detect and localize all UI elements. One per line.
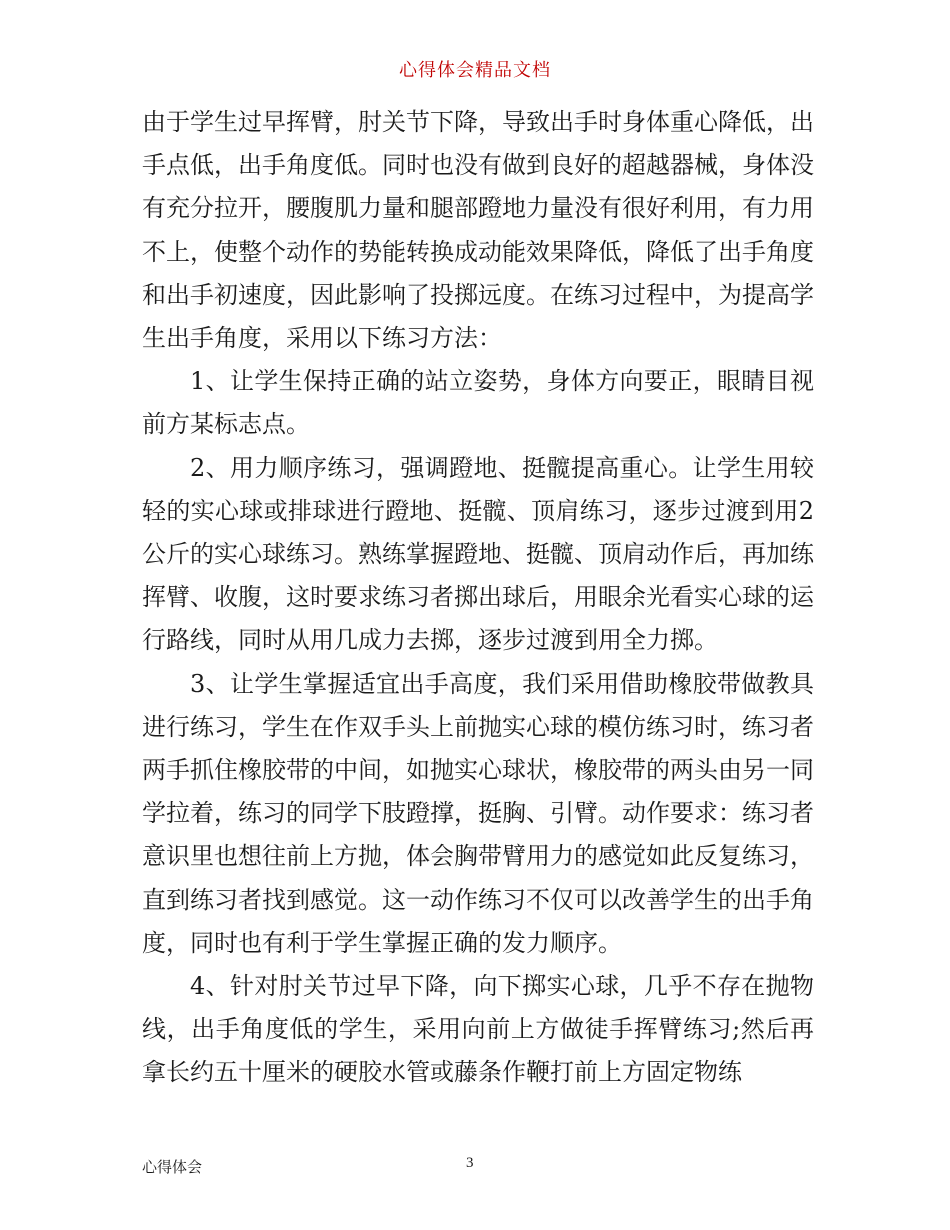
page-header-title: 心得体会精品文档 xyxy=(399,60,551,81)
paragraph-2: 1、让学生保持正确的站立姿势，身体方向要正，眼睛目视前方某标志点。 xyxy=(142,367,814,439)
page-number: 3 xyxy=(466,1155,474,1171)
paragraph-5: 4、针对肘关节过早下降，向下掷实心球，几乎不存在抛物线，出手角度低的学生，采用向前上方做徒手挥臂练习;然后再拿长约五十厘米的硬胶水管或藤条作鞭打前上方固定物练 xyxy=(142,972,814,1087)
document-body xyxy=(142,101,814,1095)
paragraph-1: 由于学生过早挥臂，肘关节下降，导致出手时身体重心降低，出手点低，出手角度低。同时也没有做到良好的超越器械，身体没有充分拉开，腰腹肌力量和腿部蹬地力量没有很好利用，有力用不上，使整个动作的势能转换成动能效果降低，降低了出手角度和出手初速度，因此影响了投掷远度。在练习过程中，为提高学生出手角度，采用以下练习方法： xyxy=(142,108,814,353)
paragraph-4: 3、让学生掌握适宜出手高度，我们采用借助橡胶带做教具进行练习，学生在作双手头上前抛实心球的模仿练习时，练习者两手抓住橡胶带的中间，如抛实心球状，橡胶带的两头由另一同学拉着，练习的同学下肢蹬撑，挺胸、引臂。动作要求：练习者意识里也想往前上方抛，体会胸带臂用力的感觉如此反复练习，直到练习者找到感觉。这一动作练习不仅可以改善学生的出手角度，同时也有利于学生掌握正确的发力顺序。 xyxy=(142,669,814,957)
paragraph-3: 2、用力顺序练习，强调蹬地、挺髋提高重心。让学生用较轻的实心球或排球进行蹬地、挺髋、顶肩练习，逐步过渡到用2公斤的实心球练习。熟练掌握蹬地、挺髋、顶肩动作后，再加练挥臂、收腹，这时要求练习者掷出球后，用眼余光看实心球的运行路线，同时从用几成力去掷，逐步过渡到用全力掷。 xyxy=(142,453,814,655)
footer-label: 心得体会 xyxy=(142,1158,203,1176)
